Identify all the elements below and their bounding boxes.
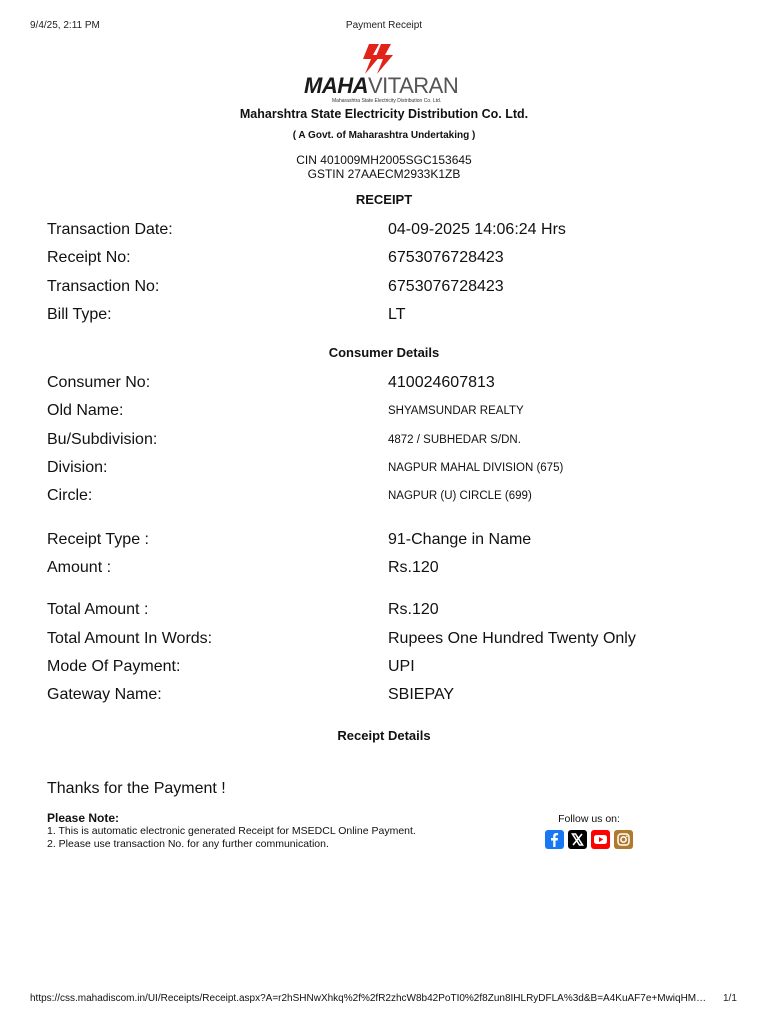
- consumer-details-title: Consumer Details: [328, 345, 440, 360]
- instagram-icon[interactable]: [614, 830, 633, 849]
- payment-mode-value: UPI: [388, 658, 415, 675]
- follow-us-label: Follow us on:: [558, 813, 620, 825]
- payment-mode-label: Mode Of Payment:: [47, 658, 181, 675]
- print-datetime: 9/4/25, 2:11 PM: [30, 20, 100, 31]
- company-govt: ( A Govt. of Maharashtra Undertaking ): [292, 130, 476, 141]
- print-title: Payment Receipt: [345, 20, 423, 31]
- note-line-1: 1. This is automatic electronic generated Receipt for MSEDCL Online Payment.: [47, 825, 416, 837]
- amount-label: Amount :: [47, 559, 112, 576]
- transaction-no-label: Transaction No:: [47, 278, 160, 295]
- bill-type-value: LT: [388, 306, 406, 323]
- company-cin: CIN 401009MH2005SGC153645: [296, 153, 472, 167]
- total-amount-label: Total Amount :: [47, 601, 149, 618]
- youtube-icon[interactable]: [591, 830, 610, 849]
- receipt-details-title: Receipt Details: [337, 728, 431, 743]
- logo-brand-bold: MAHA: [304, 73, 368, 98]
- receipt-no-label: Receipt No:: [47, 249, 131, 266]
- receipt-type-label: Receipt Type :: [47, 531, 149, 548]
- division-label: Division:: [47, 459, 108, 476]
- logo-tagline: Maharashtra State Electricity Distribution Co. Ltd.: [332, 98, 442, 104]
- note-line-2: 2. Please use transaction No. for any further communication.: [47, 838, 329, 850]
- total-amount-value: Rs.120: [388, 601, 439, 618]
- old-name-value: SHYAMSUNDAR REALTY: [388, 405, 524, 417]
- gateway-name-label: Gateway Name:: [47, 686, 162, 703]
- gateway-name-value: SBIEPAY: [388, 686, 455, 703]
- facebook-icon[interactable]: [545, 830, 564, 849]
- logo-brand-light: VITARAN: [368, 73, 459, 98]
- division-value: NAGPUR MAHAL DIVISION (675): [388, 462, 564, 474]
- amount-words-value: Rupees One Hundred Twenty Only: [388, 630, 636, 647]
- consumer-no-label: Consumer No:: [47, 374, 151, 391]
- company-gstin: GSTIN 27AAECM2933K1ZB: [307, 167, 461, 181]
- x-icon[interactable]: [568, 830, 587, 849]
- amount-words-label: Total Amount In Words:: [47, 630, 213, 647]
- mahavitaran-logo: [304, 42, 470, 108]
- thanks-message: Thanks for the Payment !: [47, 780, 226, 797]
- subdivision-label: Bu/Subdivision:: [47, 431, 158, 448]
- follow-us: [540, 813, 650, 849]
- please-note: [47, 812, 416, 851]
- consumer-no-value: 410024607813: [388, 374, 495, 391]
- circle-value: NAGPUR (U) CIRCLE (699): [388, 490, 532, 502]
- subdivision-value: 4872 / SUBHEDAR S/DN.: [388, 434, 521, 446]
- footer-url[interactable]: [30, 993, 720, 1004]
- old-name-label: Old Name:: [47, 402, 124, 419]
- amount-value: Rs.120: [388, 559, 439, 576]
- company-name: Maharshtra State Electricity Distribution Co. Ltd.: [239, 107, 529, 121]
- page-number: 1/1: [723, 993, 737, 1004]
- lightning-bolt-icon: [359, 42, 399, 76]
- receipt-title: RECEIPT: [355, 192, 413, 207]
- transaction-date-value: 04-09-2025 14:06:24 Hrs: [388, 221, 566, 238]
- receipt-no-value: 6753076728423: [388, 249, 504, 266]
- receipt-type-value: 91-Change in Name: [388, 531, 532, 548]
- bill-type-label: Bill Type:: [47, 306, 112, 323]
- transaction-no-value: 6753076728423: [388, 278, 504, 295]
- circle-label: Circle:: [47, 487, 93, 504]
- transaction-date-label: Transaction Date:: [47, 221, 173, 238]
- receipt-url-link[interactable]: https://css.mahadiscom.in/UI/Receipts/Receipt.aspx?A=r2hSHNwXhkq%2f%2fR2zhcW8b42PoTI0%2f8Zun8IHLRyDFLA%3d&B=A4KuAF7e+MwiqHM…: [30, 993, 707, 1004]
- note-heading: Please Note:: [47, 811, 120, 825]
